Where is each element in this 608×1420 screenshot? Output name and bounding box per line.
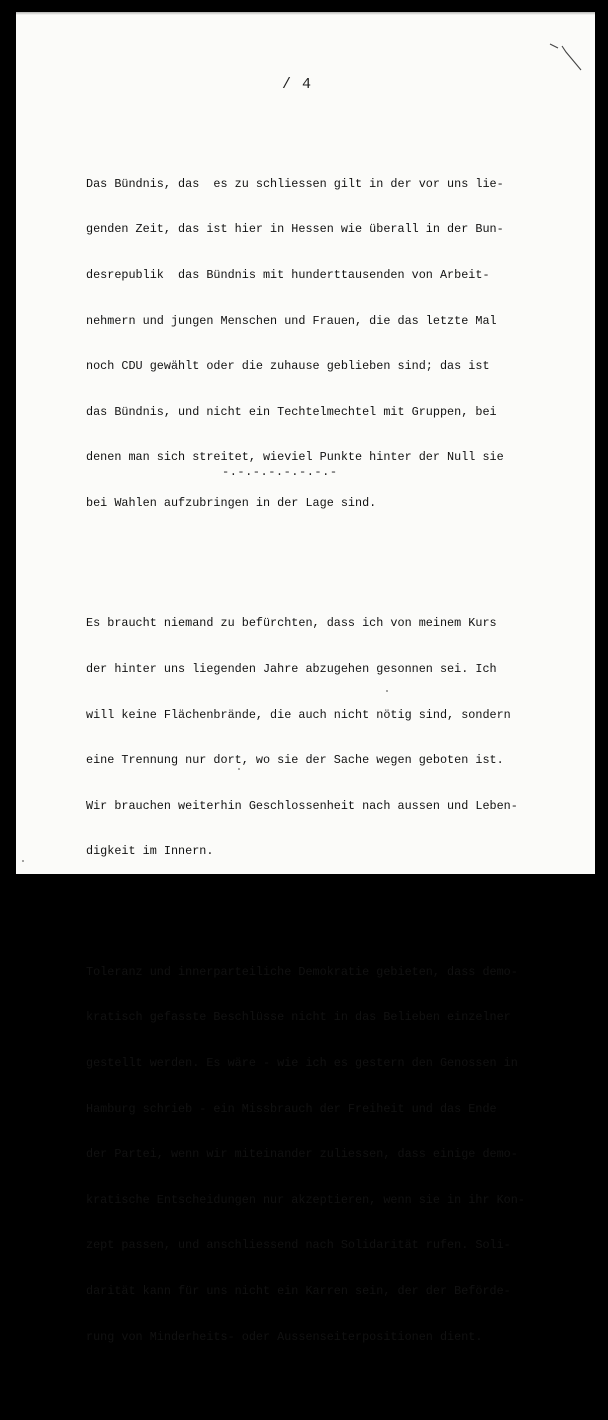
text-line: genden Zeit, das ist hier in Hessen wie überall in der Bun- — [86, 222, 504, 237]
scan-speck — [238, 768, 240, 770]
pen-mark-icon — [548, 40, 582, 74]
text-line: denen man sich streitet, wieviel Punkte hinter der Null sie — [86, 450, 504, 465]
letter-body — [86, 116, 566, 1420]
scan-speck — [22, 860, 24, 862]
text-line: noch CDU gewählt oder die zuhause geblieben sind; das ist — [86, 359, 490, 374]
text-line: Toleranz und innerparteiliche Demokratie gebieten, dass demo- — [86, 964, 518, 979]
scan-border — [595, 0, 608, 887]
text-line: Wir brauchen weiterhin Geschlossenheit nach aussen und Leben- — [86, 798, 518, 813]
text-line: gestellt werden. Es wäre - wie ich es gestern den Genossen in — [86, 1055, 518, 1070]
text-line: der Partei, wenn wir miteinander zuliessen, dass einige demo- — [86, 1147, 518, 1162]
text-line: das Bündnis, und nicht ein Techtelmechtel mit Gruppen, bei — [86, 404, 497, 419]
paragraph-3 — [86, 934, 566, 1375]
paragraph-1 — [86, 146, 566, 541]
text-line: bei Wahlen aufzubringen in der Lage sind. — [86, 495, 377, 510]
text-line: digkeit im Innern. — [86, 844, 214, 859]
scan-speck — [386, 690, 388, 692]
text-line: zept passen, und anschliessend nach Solidarität rufen. Soli- — [86, 1238, 511, 1253]
text-line: Hamburg schrieb - ein Missbrauch der Freiheit und das Ende — [86, 1101, 497, 1116]
text-line: der hinter uns liegenden Jahre abzugehen gesonnen sei. Ich — [86, 661, 497, 676]
paragraph-2 — [86, 586, 566, 890]
text-line: nehmern und jungen Menschen und Frauen, die das letzte Mal — [86, 313, 497, 328]
text-line: kratische Entscheidungen nur akzeptieren, wenn sie in ihr Kon- — [86, 1192, 525, 1207]
scan-edge — [16, 12, 595, 15]
text-line: eine Trennung nur dort, wo sie der Sache wegen geboten ist. — [86, 753, 504, 768]
text-line: Das Bündnis, das es zu schliessen gilt in der vor uns lie- — [86, 176, 504, 191]
text-line: desrepublik das Bündnis mit hunderttausenden von Arbeit- — [86, 268, 490, 282]
page-number: / 4 — [282, 76, 313, 93]
section-separator: -.-.-.-.-.-.-.- — [222, 465, 338, 479]
document-page — [16, 12, 595, 1344]
text-line: darität kann für uns nicht ein Karren sein, der der Beförde- — [86, 1283, 511, 1298]
text-line: will keine Flächenbrände, die auch nicht nötig sind, sondern — [86, 707, 511, 722]
text-line: Es braucht niemand zu befürchten, dass ich von meinem Kurs — [86, 616, 497, 631]
text-line: rung von Minderheits- oder Aussenseiterpositionen dient. — [86, 1329, 483, 1344]
text-line: kratisch gefasste Beschlüsse nicht in das Belieben einzelner — [86, 1010, 511, 1025]
